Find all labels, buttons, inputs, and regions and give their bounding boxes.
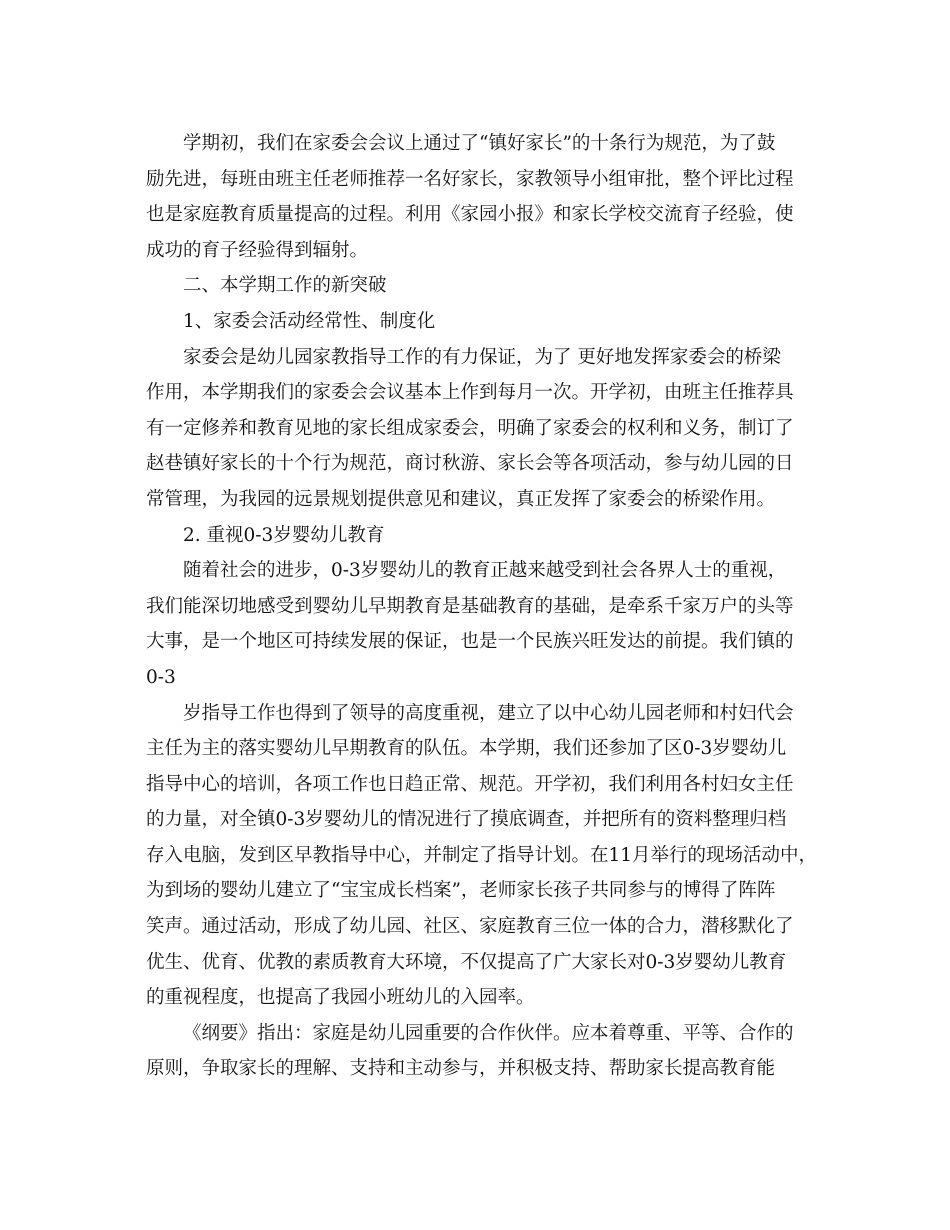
text-line: 大事，是一个地区可持续发展的保证，也是一个民族兴旺发达的前提。我们镇的 <box>146 631 794 653</box>
text-line: 学期初，我们在家委会会议上通过了“镇好家长”的十条行为规范，为了鼓 <box>183 133 776 154</box>
text-line: 二、本学期工作的新突破 <box>183 275 387 297</box>
text-line: 0-3 <box>146 666 176 688</box>
text-line: 家委会是幼儿园家教指导工作的有力保证，为了 更好地发挥家委会的桥梁 <box>183 346 781 368</box>
text-line: 为到场的婴幼儿建立了“宝宝成长档案”，老师家长孩子共同参与的博得了阵阵 <box>146 880 776 902</box>
text-line: 岁指导工作也得到了领导的高度重视，建立了以中心幼儿园老师和村妇代会 <box>183 702 794 724</box>
text-line: 的力量，对全镇0-3岁婴幼儿的情况进行了摸底调查，并把所有的资料整理归档 <box>146 809 787 831</box>
text-line: 励先进，每班由班主任老师推荐一名好家长，家教领导小组审批，整个评比过程 <box>146 168 794 190</box>
document-body <box>146 126 818 1087</box>
text-line: 随着社会的进步，0-3岁婴幼儿的教育正越来越受到社会各界人士的重视， <box>183 560 787 582</box>
text-line: 《纲要》指出：家庭是幼儿园重要的合作伙伴。应本着尊重、平等、合作的 <box>183 1022 794 1044</box>
text-line: 有一定修养和教育见地的家长组成家委会，明确了家委会的权利和义务，制订了 <box>146 417 794 439</box>
text-line: 作用，本学期我们的家委会会议基本上作到每月一次。开学初，由班主任推荐具 <box>146 382 794 404</box>
text-line: 优生、优育、优教的素质教育大环境，不仅提高了广大家长对0-3岁婴幼儿教育 <box>146 951 787 973</box>
text-line: 笑声。通过活动，形成了幼儿园、社区、家庭教育三位一体的合力，潜移默化了 <box>146 916 794 938</box>
text-line: 也是家庭教育质量提高的过程。利用《家园小报》和家长学校交流育子经验，使 <box>146 204 794 226</box>
text-line: 原则，争取家长的理解、支持和主动参与，并积极支持、帮助家长提高教育能 <box>146 1058 776 1080</box>
text-line: 的重视程度，也提高了我园小班幼儿的入园率。 <box>146 987 535 1009</box>
text-line: 2. 重视0-3岁婴幼儿教育 <box>183 524 385 546</box>
text-line: 我们能深切地感受到婴幼儿早期教育是基础教育的基础，是牵系千家万户的头等 <box>146 595 794 617</box>
text-line: 主任为主的落实婴幼儿早期教育的队伍。本学期，我们还参加了区0-3岁婴幼儿 <box>146 738 787 760</box>
text-line: 1、家委会活动经常性、制度化 <box>183 310 436 332</box>
text-line: 成功的育子经验得到辐射。 <box>146 239 369 261</box>
text-line: 赵巷镇好家长的十个行为规范，商讨秋游、家长会等各项活动，参与幼儿园的日 <box>146 453 794 475</box>
text-line: 常管理，为我园的远景规划提供意见和建议，真正发挥了家委会的桥梁作用。 <box>146 488 776 510</box>
text-line: 存入电脑，发到区早教指导中心，并制定了指导计划。在11月举行的现场活动中， <box>146 844 818 866</box>
text-line: 指导中心的培训，各项工作也日趋正常、规范。开学初，我们利用各村妇女主任 <box>146 773 794 795</box>
